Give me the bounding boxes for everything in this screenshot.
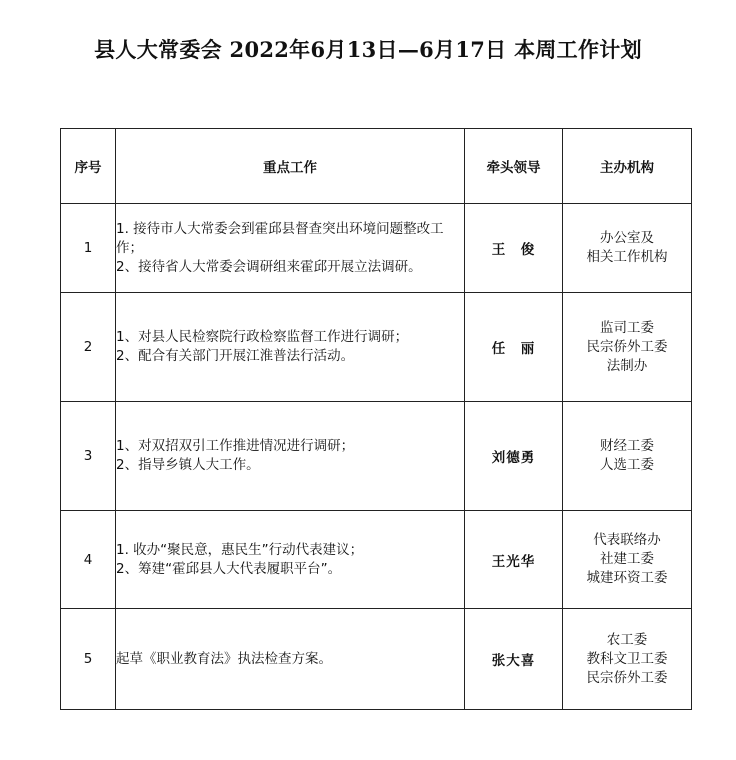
org-item: 代表联络办 — [593, 532, 661, 548]
row-org — [563, 204, 692, 293]
row-index: 2 — [61, 293, 116, 402]
row-leader: 王光华 — [465, 511, 563, 609]
org-item: 社建工委 — [600, 551, 654, 567]
work-item: 1、对县人民检察院行政检察监督工作进行调研； — [116, 329, 409, 345]
work-item: 2、接待省人大常委会调研组来霍邱开展立法调研。 — [116, 258, 422, 275]
header-leader: 牵头领导 — [465, 129, 563, 204]
work-item: 2、筹建“霍邱县人大代表履职平台”。 — [116, 560, 342, 577]
org-item: 办公室及 — [600, 230, 654, 246]
page-title: 县人大常委会 2022年6月13日—6月17日 本周工作计划 — [94, 37, 642, 62]
header-index: 序号 — [61, 129, 116, 204]
org-item: 城建环资工委 — [586, 570, 668, 586]
table-row — [61, 293, 692, 402]
row-work — [116, 609, 465, 710]
table-row — [61, 609, 692, 710]
row-leader: 张大喜 — [465, 609, 563, 710]
row-work — [116, 402, 465, 511]
work-plan-table — [60, 128, 692, 710]
row-org — [563, 293, 692, 402]
work-item: 起草《职业教育法》执法检查方案。 — [116, 650, 332, 667]
header-work: 重点工作 — [116, 129, 465, 204]
org-item: 农工委 — [606, 631, 648, 648]
org-item: 相关工作机构 — [586, 249, 668, 265]
row-index: 4 — [61, 511, 116, 609]
table-row — [61, 204, 692, 293]
table-row — [61, 511, 692, 609]
org-item: 民宗侨外工委 — [586, 669, 668, 686]
org-item: 人选工委 — [600, 457, 654, 473]
row-index: 3 — [61, 402, 116, 511]
org-item: 财经工委 — [600, 438, 654, 454]
row-index: 1 — [61, 204, 116, 293]
work-item: 2、指导乡镇人大工作。 — [116, 457, 260, 473]
row-leader: 任 丽 — [465, 293, 563, 402]
row-work — [116, 511, 465, 609]
row-org — [563, 511, 692, 609]
header-org: 主办机构 — [563, 129, 692, 204]
work-item: 2、配合有关部门开展江淮普法行活动。 — [116, 348, 355, 364]
row-index: 5 — [61, 609, 116, 710]
work-item: 1. 收办“聚民意，惠民生”行动代表建议； — [116, 541, 364, 558]
table-row — [61, 402, 692, 511]
row-leader: 刘德勇 — [465, 402, 563, 511]
work-item: 1. 接待市人大常委会到霍邱县督查突出环境问题整改工作； — [116, 220, 444, 256]
row-org — [563, 402, 692, 511]
work-item: 1、对双招双引工作推进情况进行调研； — [116, 438, 355, 454]
row-leader: 王 俊 — [465, 204, 563, 293]
org-item: 教科文卫工委 — [586, 650, 668, 667]
row-work — [116, 293, 465, 402]
org-item: 监司工委 — [600, 319, 654, 336]
table-header-row — [61, 129, 692, 204]
org-item: 法制办 — [606, 357, 648, 374]
org-item: 民宗侨外工委 — [586, 338, 668, 355]
row-org — [563, 609, 692, 710]
row-work — [116, 204, 465, 293]
